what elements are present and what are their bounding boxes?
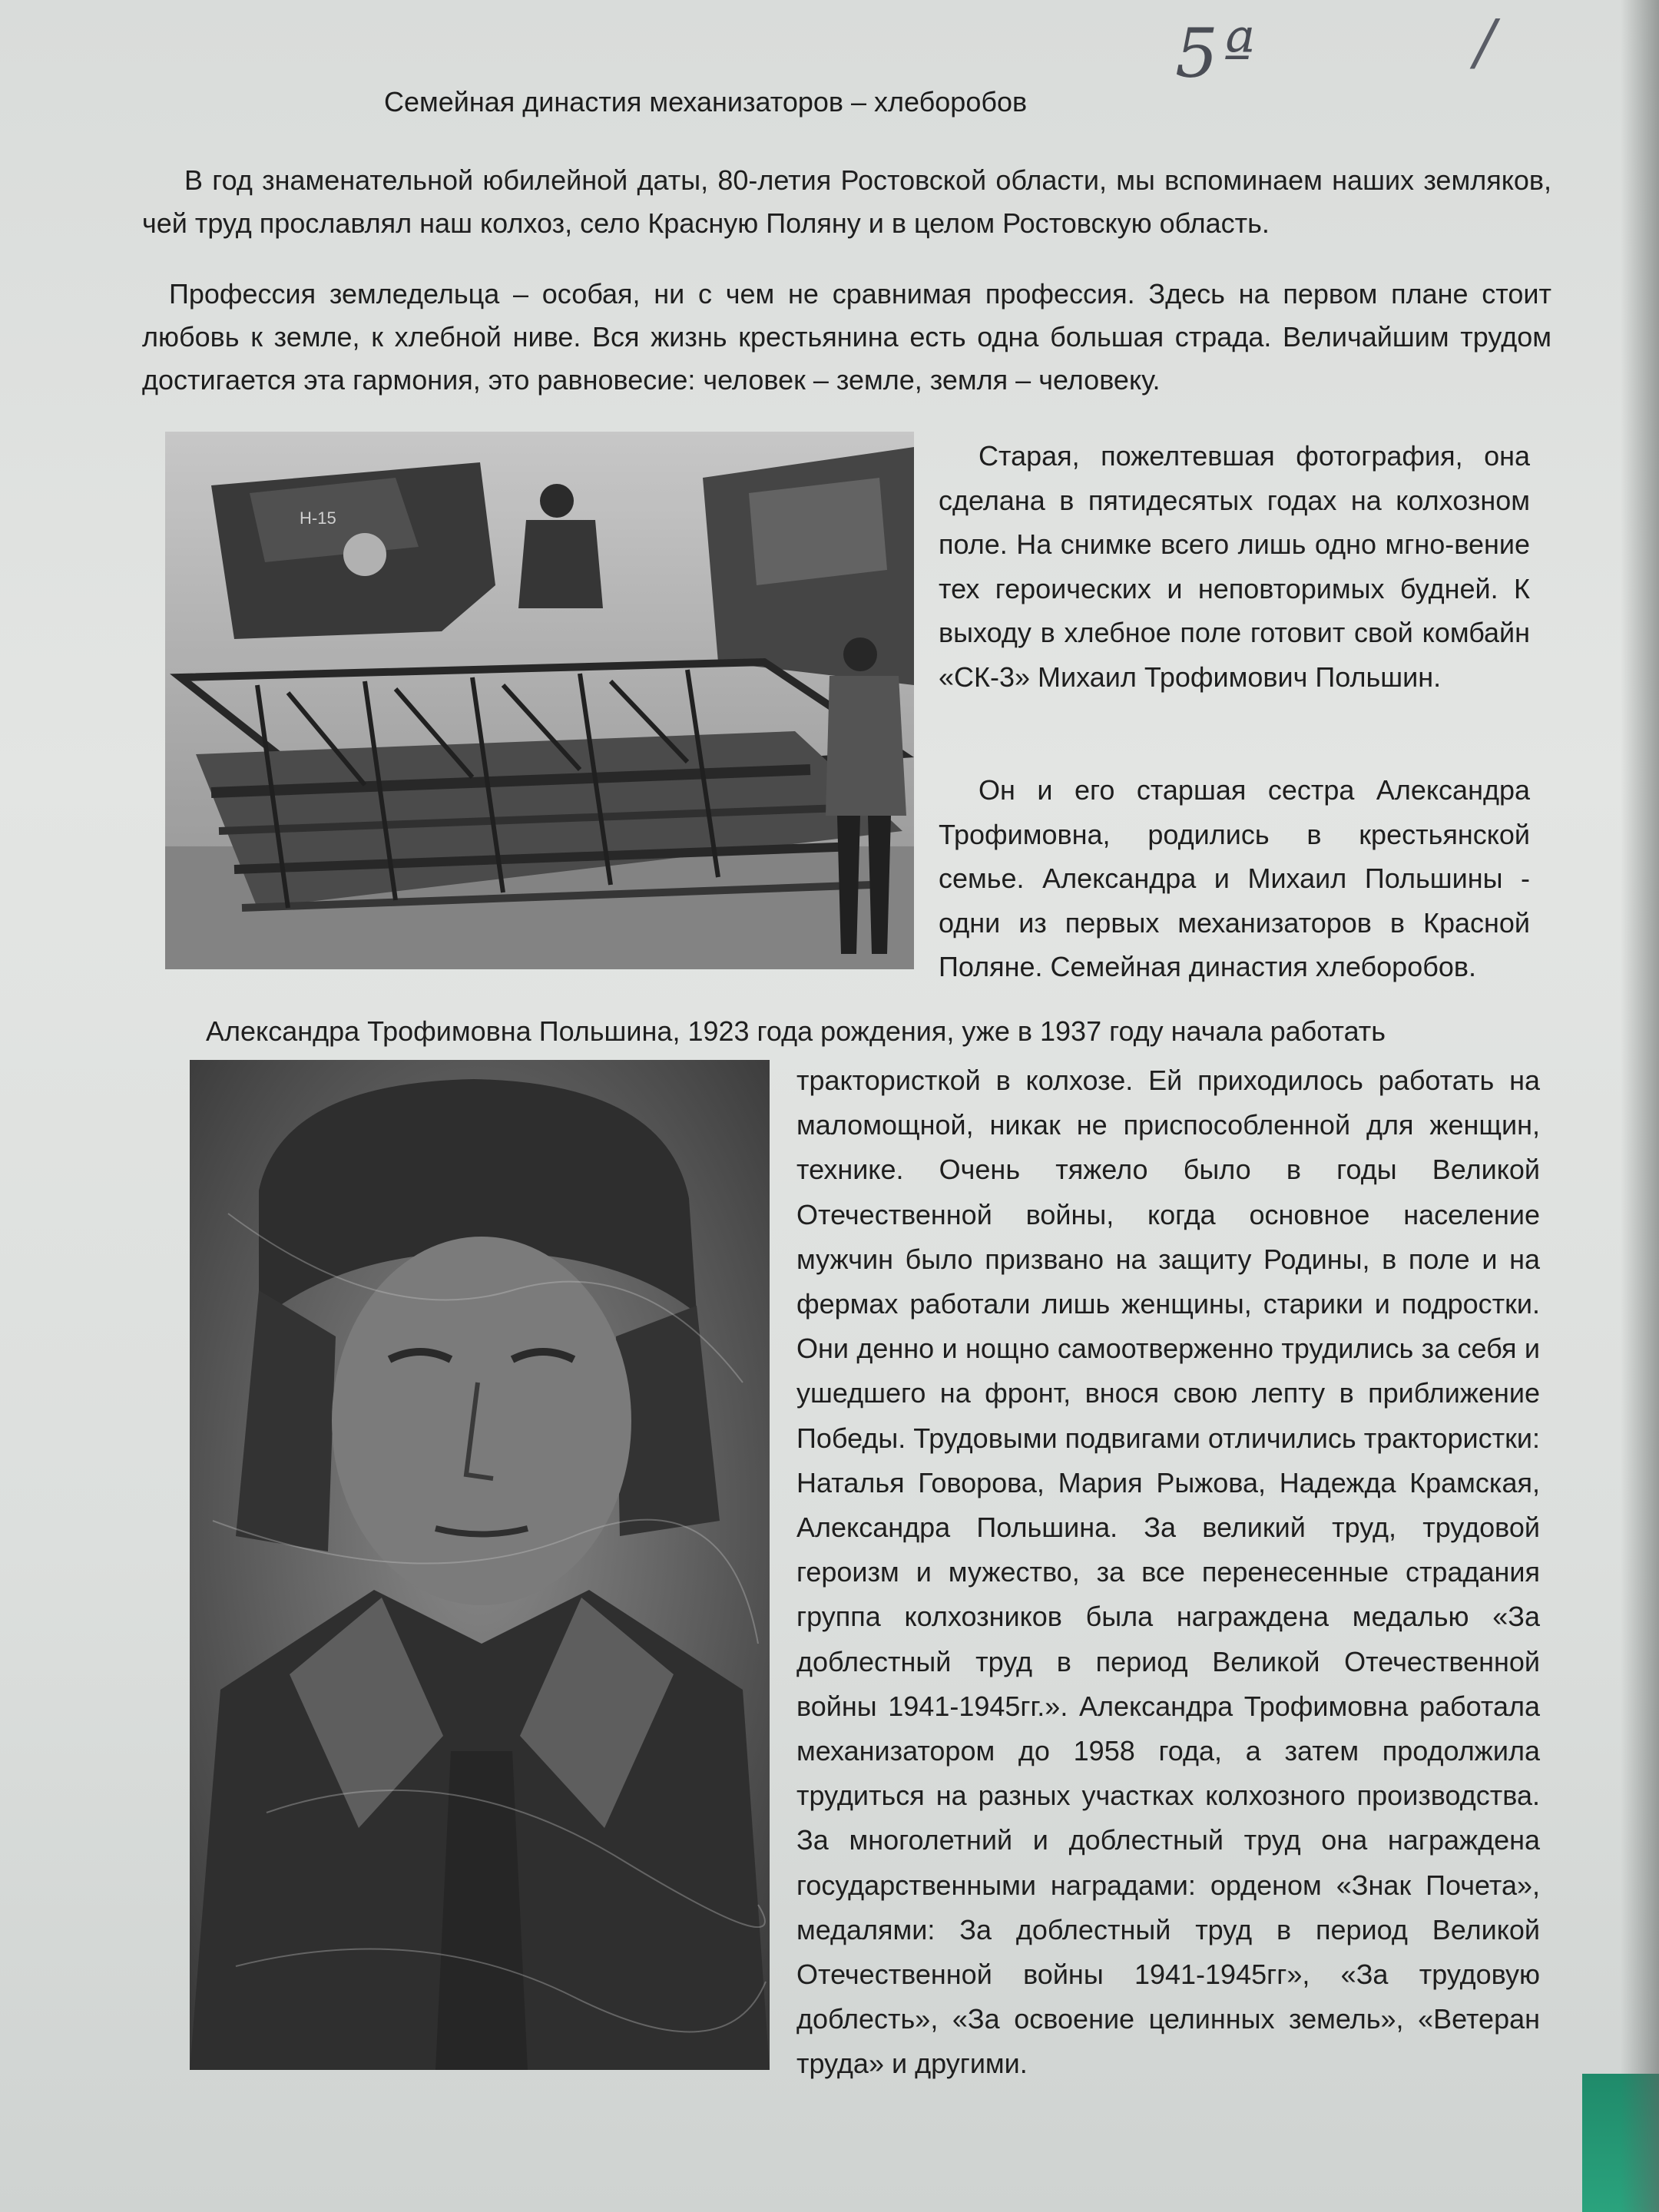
intro-paragraph: В год знаменательной юбилейной даты, 80-летия Ростовской области, мы вспоминаем наших земляков, чей труд прославлял наш колхоз, село Красную Поляну и в целом Ростовскую область.: [142, 164, 1551, 239]
handwritten-mark: /: [1475, 6, 1495, 78]
photo-description-paragraph: Старая, пожелтевшая фотография, она сделана в пятидесятых годах на колхозном поле. На снимке всего лишь одно мгно-вение тех героических и неповторимых будней. К выходу в хлебное поле готовит свой комбайн «СК-3» Михаил Трофимович Польшин.: [939, 440, 1530, 693]
combine-harvester-illustration: [165, 432, 914, 969]
portrait-illustration: [190, 1060, 770, 2070]
portrait-photo: [190, 1060, 770, 2070]
page-edge-shadow: [1621, 0, 1659, 2212]
profession-paragraph: Профессия земледельца – особая, ни с чем не сравнимая профессия. Здесь на первом плане стоит любовь к земле, к хлебной ниве. Вся жизнь крестьянина есть одна большая страда. Величайшим трудом достигается эта гармония, это равновесие: человек – земле, земля – человеку.: [142, 278, 1551, 396]
biography-paragraph: трактористкой в колхозе. Ей приходилось работать на маломощной, никак не приспособленной для женщин, технике. Очень тяжело было в годы Великой Отечественной войны, когда основное население мужчин было призвано на защиту Родины, в поле и на фермах работали лишь женщины, старики и подростки. Они денно и нощно самоотверженно трудились за себя и ушедшего на фронт, внося свою лепту в приближение Победы. Трудовыми подвигами отличились трактористки: Наталья Говорова, Мария Рыжова, Надежда Крамская, Александра Польшина. За великий труд, трудовой героизм и мужество, за все перенесенные страдания группа колхозников была награждена медалью «За доблестный труд в период Великой Отечественной войны 1941-1945гг.». Александра Трофимовна работала механизатором до 1958 года, а затем продолжила трудиться на разных участках колхозного производства. За многолетний и доблестный труд она награждена государственными наградами: орденом «Знак Почета», медалями: За доблестный труд в период Великой Отечественной войны 1941-1945гг», «За трудовую доблесть», «За освоение целинных земель», «Ветеран труда» и другими.: [796, 1065, 1540, 2080]
siblings-paragraph: Он и его старшая сестра Александра Трофимовна, родились в крестьянской семье. Александра и Михаил Польшины - одни из первых механизаторов в Красной Поляне. Семейная династия хлеборобов.: [939, 774, 1530, 982]
document-title: Семейная династия механизаторов – хлеборобов: [384, 86, 1028, 118]
combine-harvester-photo: [165, 432, 914, 969]
portrait-caption-line: Александра Трофимовна Польшина, 1923 года рождения, уже в 1937 году начала работать: [206, 1015, 1386, 1047]
handwritten-page-number: 5ª: [1175, 14, 1260, 93]
combine-label: Н-15: [300, 508, 336, 528]
